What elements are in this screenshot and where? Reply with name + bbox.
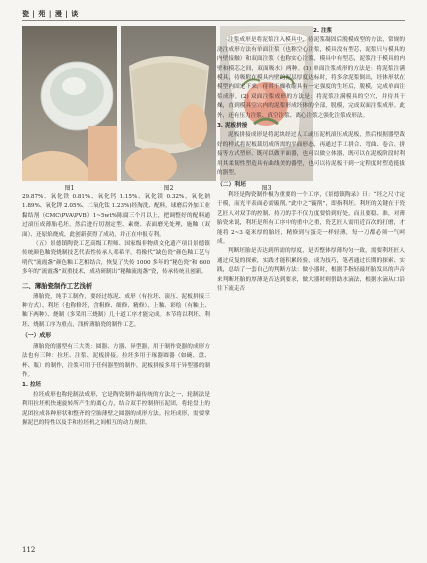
paragraph-deng-xiping: （五）景德镇陶瓷工艺高级工程师、国家级非物质文化遗产项目景德镇传统颜色釉瓷烧制技艺代表性传承人邓希平，将像代“缺色瓷”颜色釉工艺与明代“流霞盏”颜色釉工艺相结合，恢复了失传 1000 多年的“秘色瓷”和 600 多年的“流霞盏”双重技术，成功研制出“秘釉流霞盏”瓷，传承传统且创新。	[22, 241, 210, 276]
header-rule	[22, 20, 405, 21]
figure-2-caption: 图2	[163, 185, 174, 192]
paragraph-trimming: 利坯是陶瓷制作极为重要的一个工序，《景德镇陶录》曰：“坯之尺寸定于模，而光平表面必需镟削。”此中之“镟削”，即指利坯。利坯的关键在于瓷艺匠人对双手的控制、持刀的手不仅力度要恰到好处，而且要稳、准，对薄胎瓷来说，利坯是所有工序中的重中之重，瓷艺匠人需用近百次的打磨，才能将 2~3 毫米厚的胎坯，精修到与蛋壳一样轻薄，每一刀都必须一气呵成。	[217, 191, 405, 245]
paragraph-throwing: 拉坯成形也称轮制法成形，它是陶瓷制作最传统的方法之一，轮制法是利用拉坯机快速旋转所产生的离心力，结合双手控制挤压泥团，将轮盘上的泥团拉成各种形状和整齐的空胎薄壁之圆器的成形方法。拉坯成形，需要掌握泥巴的特性以及手和拉坯机之间相互的动力规律。	[22, 391, 210, 426]
subheading-throwing: 1. 拉坯	[22, 382, 42, 389]
figure-2-photo	[121, 26, 216, 181]
figure-1-caption: 图1	[64, 185, 75, 192]
page-number: 112	[22, 546, 36, 554]
paragraph-process-overview: 薄胎瓷，纯手工制作，要经过练泥、成形（有拉坯、滚压、泥板拼接三种方式）、利坯（也称修坯，含粗修、细修、精修）、上釉、彩绘（有釉上、釉下两种）、烧制（多采用三烧制）几十道工序才能完成。本节将以利坯、利坯、烧制工序为重点，浅析薄胎瓷的制作工艺。	[22, 293, 210, 328]
paragraph-slip-casting: 注浆成形是将泥浆注入模具中，待泥浆凝固后脱模成型的方法，常规的浇注成形方法有单面注浆（也称空心注浆，模具没有型芯，泥浆只与模具的内壁接触）和双面注浆（也称实心注浆，模具中有型芯，泥浆注于模具的内壁和模芯之间，双面吸水）两种。(1) 单面注浆成形的方法是：将泥浆注满模具，待吸附在模具内壁的泥层厚度达标时，将多余泥浆倒出，坯体形状在模型内固定下来，待其干燥收缩具有一定强度的生坯后，脱模，完成单面注浆成形。(2) 双面注浆成形的方法是：将泥浆注满模具的空穴，并待其干燥，直到模具空穴内的泥浆形成坯体的全部，脱模，完成双面注浆成形。此外，还有压力注浆、真空注浆、离心注浆之强化注浆成形法。	[217, 37, 405, 119]
paragraph-composition: 29.87%、氧化铁 0.81%、氧化钙 1.15%、氧化镁 0.32%、氧化钠 1.89%、氧化钾 2.05%、二氧化钛 1.23%)经淘洗、配料，球磨后外加工业黏结剂（CMC\PVA\PVB）1~5wt%陈腐三个月以上，把调整好的配料通过滚压成薄胎毛坯，然后进行切割定型、素烧、表面磨光处理，施釉（双面）、还原焰烧成，此创新获得了成功，并正在申报专利。	[22, 194, 210, 238]
figure-3-caption: 图3	[261, 185, 272, 192]
paragraph-slab-joining: 泥板拼接成形是将泥块经过人工或压泥机滚压成泥板，然后根据器型裁好的样式将泥板裁切成所需的平面形态，再通过手工拼合、弯曲、卷合、拼接等方式塑形，既可以做平面器，也可以做立体器，既可以在泥板阶段时利用其柔韧性塑造具有曲线美的器型，也可以待泥板干到一定程度时塑造挺拔的器型。	[217, 132, 405, 177]
right-column	[217, 26, 405, 294]
subheading-forming: （一）成形	[22, 333, 51, 340]
paragraph-thickness-check: 判断坯胎是否达到所需的厚度，是否整体厚薄均匀一致，需要利坯匠人通过反复的探索，实践才能积累经验，成为技巧，笔者通过长期的探索、实践，总结了一套自己的判断方法：做小器时，根据手指轻敲坯胎发出的声音来判断坯胎的厚薄是否达到要求，做大器时则借助水滴法，根据水滴从口沿往下流走否	[217, 248, 405, 292]
subheading-trimming: （二）利坯	[217, 181, 246, 188]
left-column	[22, 193, 210, 428]
subheading-slip-casting: 2. 注浆	[313, 28, 333, 34]
running-header: 瓷 | 苑 | 漫 | 谈	[22, 9, 79, 18]
subheading-slab-joining: 3. 泥板拼接	[217, 123, 248, 130]
paragraph-forming: 薄胎瓷的器型有三大类：圆器、方器、异型器，用于制作瓷器的成形方法也有三种：拉坯、注浆、泥板拼接。拉坯多用于琢器圆器（如碗、盘、杯、瓶）的制作，注浆可用于任何器型的制作，泥板拼接多用于异型器的制作。	[22, 343, 210, 378]
section-heading-2: 二、薄胎瓷制作工艺浅析	[22, 281, 93, 290]
figure-1-photo	[22, 26, 117, 181]
